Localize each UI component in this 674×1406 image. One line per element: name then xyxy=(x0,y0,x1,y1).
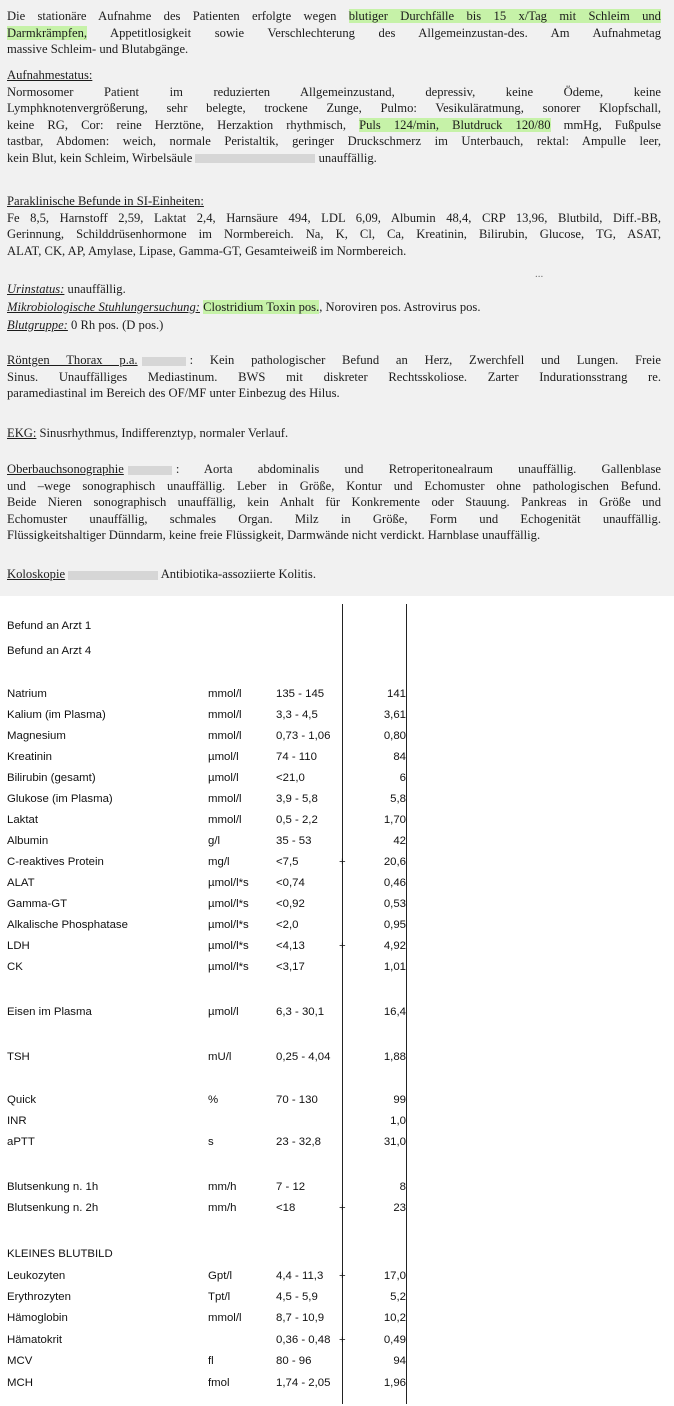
lab-unit: mmol/l xyxy=(208,793,242,805)
text-segment: Flüssigkeitshaltiger Dünndarm, keine freie Flüssigkeit, Darmwände nicht verdickt. Harnblase unauffällig. xyxy=(7,528,541,542)
text-segment: massive Schleim- und Blutabgänge. xyxy=(7,42,189,56)
lab-value: 94 xyxy=(393,1355,406,1367)
lab-unit: µmol/l xyxy=(208,1006,239,1018)
lab-reference: <0,92 xyxy=(276,898,305,910)
lab-reference: 4,4 - 11,3 xyxy=(276,1270,324,1282)
lab-unit: mmol/l xyxy=(208,688,242,700)
sonographie-section xyxy=(7,461,661,544)
lab-value: 0,53 xyxy=(383,898,406,910)
lab-reference: <2,0 xyxy=(276,919,299,931)
lab-name: Natrium xyxy=(7,688,47,700)
lab-reference: 6,3 - 30,1 xyxy=(276,1006,325,1018)
lab-row xyxy=(0,1355,674,1373)
lab-name: KLEINES BLUTBILD xyxy=(7,1248,113,1260)
lab-header-arzt-4: Befund an Arzt 4 xyxy=(7,645,92,657)
lab-row xyxy=(0,1094,674,1112)
lab-reference: 74 - 110 xyxy=(276,751,317,763)
lab-name: Hämatokrit xyxy=(7,1334,63,1346)
lab-reference: <7,5 xyxy=(276,856,299,868)
lab-row xyxy=(0,961,674,979)
lab-name: Alkalische Phosphatase xyxy=(7,919,128,931)
lab-name: Kreatinin xyxy=(7,751,52,763)
lab-reference: 0,73 - 1,06 xyxy=(276,730,331,742)
lab-row xyxy=(0,1051,674,1069)
lab-row xyxy=(0,1248,674,1266)
text-segment: und –wege sonographisch unauffällig. Leber in Größe, Kontur und Echomuster ohne pathologischen Befund. xyxy=(7,478,661,493)
lab-row xyxy=(0,1006,674,1024)
ekg-label: EKG: xyxy=(7,426,37,440)
lab-unit: mmol/l xyxy=(208,730,242,742)
lab-value: 42 xyxy=(393,835,406,847)
lab-row xyxy=(0,1334,674,1352)
lab-row xyxy=(0,814,674,832)
lab-reference: 80 - 96 xyxy=(276,1355,312,1367)
lab-reference: 8,7 - 10,9 xyxy=(276,1312,325,1324)
text-segment: Echomuster unauffällig, schmales Organ. Milz in Größe, Form und Echogenität unauffällig. xyxy=(7,511,661,526)
lab-value: 8 xyxy=(399,1181,406,1193)
lab-flag: + xyxy=(339,1334,346,1346)
lab-row xyxy=(0,730,674,748)
lab-name: Quick xyxy=(7,1094,37,1106)
lab-value: 1,88 xyxy=(383,1051,406,1063)
highlighted-text: Puls 124/min, Blutdruck 120/80 xyxy=(359,117,551,132)
lab-value: 23 xyxy=(393,1202,406,1214)
text-segment: unauffällig. xyxy=(315,150,377,165)
aufnahmestatus-section xyxy=(7,67,661,166)
text-segment: Die stationäre Aufnahme des Patienten erfolgte wegen xyxy=(7,9,349,23)
lab-unit: µmol/l*s xyxy=(208,898,249,910)
lab-unit: fmol xyxy=(208,1377,230,1389)
lab-name: Laktat xyxy=(7,814,39,826)
lab-name: INR xyxy=(7,1115,27,1127)
lab-name: Leukozyten xyxy=(7,1270,66,1282)
lab-row xyxy=(0,856,674,874)
text-line xyxy=(7,461,661,478)
text-segment: paramediastinal im Bereich des OF/MF unter Einbezug des Hilus. xyxy=(7,386,340,400)
lab-row xyxy=(0,1136,674,1154)
text-line xyxy=(7,150,661,167)
lab-reference: <21,0 xyxy=(276,772,305,784)
lab-name: Blutsenkung n. 1h xyxy=(7,1181,99,1193)
admission-paragraph xyxy=(7,8,661,58)
roentgen-label: Röntgen Thorax p.a. xyxy=(7,353,138,367)
lab-name: TSH xyxy=(7,1051,30,1063)
lab-unit: µmol/l*s xyxy=(208,940,249,952)
lab-name: MCV xyxy=(7,1355,33,1367)
lab-value: 99 xyxy=(393,1094,406,1106)
text-line xyxy=(7,226,661,243)
lab-value: 141 xyxy=(386,688,406,700)
lab-unit: Gpt/l xyxy=(208,1270,233,1282)
text-segment: kein Blut, kein Schleim, Wirbelsäule xyxy=(7,150,196,165)
text-segment: Sinus. Unauffälliges Mediastinum. BWS mit diskreter Rechtsskoliose. Zarter Indurationsstrang re. xyxy=(7,369,661,384)
lab-value: 10,2 xyxy=(383,1312,406,1324)
lab-name: Bilirubin (gesamt) xyxy=(7,772,96,784)
text-line xyxy=(7,385,661,402)
lab-value: 1,96 xyxy=(383,1377,406,1389)
lab-unit: mmol/l xyxy=(208,709,242,721)
lab-row xyxy=(0,919,674,937)
lab-reference: <3,17 xyxy=(276,961,305,973)
lab-flag: + xyxy=(339,1202,346,1214)
lab-value: 1,0 xyxy=(390,1115,406,1127)
lab-row xyxy=(0,688,674,706)
text-line xyxy=(7,494,661,511)
lab-value: 0,80 xyxy=(383,730,406,742)
lab-value: 5,8 xyxy=(390,793,406,805)
lab-reference: 3,9 - 5,8 xyxy=(276,793,318,805)
lab-row xyxy=(0,835,674,853)
lab-reference: 0,5 - 2,2 xyxy=(276,814,318,826)
mikrobiologie-value: , Noroviren pos. Astrovirus pos. xyxy=(319,300,481,314)
paraklinik-section xyxy=(7,193,661,259)
lab-unit: µmol/l*s xyxy=(208,919,249,931)
lab-row xyxy=(0,1181,674,1199)
lab-unit: mg/l xyxy=(208,856,230,868)
text-segment: Appetitlosigkeit sowie Verschlechterung des Allgemeinzustan-des. Am Aufnahmetag xyxy=(87,25,661,40)
blutgruppe-label: Blutgruppe: xyxy=(7,318,68,332)
lab-name: Erythrozyten xyxy=(7,1291,71,1303)
redacted-mark xyxy=(68,571,158,580)
lab-name: CK xyxy=(7,961,23,973)
lab-unit: % xyxy=(208,1094,219,1106)
lab-name: Glukose (im Plasma) xyxy=(7,793,113,805)
lab-reference: 23 - 32,8 xyxy=(276,1136,321,1148)
lab-unit: mmol/l xyxy=(208,814,242,826)
lab-value: 3,61 xyxy=(383,709,406,721)
ekg-line xyxy=(7,425,661,442)
text-line xyxy=(7,478,661,495)
lab-row xyxy=(0,940,674,958)
lab-flag: + xyxy=(339,856,346,868)
urinstatus-line xyxy=(7,281,661,298)
mikrobiologie-label: Mikrobiologische Stuhlungersuchung: xyxy=(7,300,200,314)
text-segment: mmHg, Fußpulse xyxy=(550,117,661,132)
text-line xyxy=(7,243,661,260)
lab-unit: fl xyxy=(208,1355,214,1367)
lab-name: ALAT xyxy=(7,877,35,889)
koloskopie-line xyxy=(7,566,661,583)
lab-reference: 7 - 12 xyxy=(276,1181,306,1193)
lab-value: 20,6 xyxy=(383,856,406,868)
lab-reference: 3,3 - 4,5 xyxy=(276,709,318,721)
lab-name: Blutsenkung n. 2h xyxy=(7,1202,99,1214)
lab-reference: <0,74 xyxy=(276,877,305,889)
lab-name: LDH xyxy=(7,940,30,952)
lab-reference: 135 - 145 xyxy=(276,688,325,700)
lab-row xyxy=(0,877,674,895)
text-line xyxy=(7,100,661,117)
redacted-mark xyxy=(195,154,315,163)
aufnahmestatus-heading: Aufnahmestatus: xyxy=(7,68,93,82)
lab-name: Magnesium xyxy=(7,730,66,742)
mikrobiologie-line xyxy=(7,299,661,316)
lab-flag: + xyxy=(339,940,346,952)
blutgruppe-value: 0 Rh pos. (D pos.) xyxy=(67,318,164,332)
text-line xyxy=(7,352,661,369)
lab-name: Albumin xyxy=(7,835,49,847)
lab-reference: 4,5 - 5,9 xyxy=(276,1291,318,1303)
lab-reference: 70 - 130 xyxy=(276,1094,318,1106)
lab-value: 5,2 xyxy=(390,1291,406,1303)
lab-value: 31,0 xyxy=(383,1136,406,1148)
lab-value: 6 xyxy=(399,772,406,784)
lab-name: Gamma-GT xyxy=(7,898,68,910)
urinstatus-label: Urinstatus: xyxy=(7,282,65,296)
lab-name: C-reaktives Protein xyxy=(7,856,104,868)
ekg-value: Sinusrhythmus, Indifferenztyp, normaler Verlauf. xyxy=(36,426,289,440)
text-segment: tastbar, Abdomen: weich, normale Peristaltik, geringer Druckschmerz im Unterbauch, rektal: Ampulle leer, xyxy=(7,134,661,148)
lab-row xyxy=(0,898,674,916)
text-segment: : Aorta abdominalis und Retroperitonealraum unauffällig. Gallenblase xyxy=(175,462,661,476)
roentgen-section xyxy=(7,352,661,402)
text-line xyxy=(7,8,661,25)
lab-row xyxy=(0,1377,674,1395)
lab-unit: mmol/l xyxy=(208,1312,242,1324)
lab-reference: 0,25 - 4,04 xyxy=(276,1051,331,1063)
lab-value: 0,95 xyxy=(383,919,406,931)
redacted-mark xyxy=(142,357,186,366)
lab-row xyxy=(0,793,674,811)
lab-value: 84 xyxy=(393,751,406,763)
scanned-report xyxy=(0,0,674,596)
highlighted-text: Darmkrämpfen, xyxy=(7,25,88,40)
lab-unit: g/l xyxy=(208,835,221,847)
lab-name: Kalium (im Plasma) xyxy=(7,709,106,721)
lab-value: 4,92 xyxy=(383,940,406,952)
text-segment: keine RG, Cor: reine Herztöne, Herzaktion rhythmisch, xyxy=(7,117,360,132)
lab-unit: mU/l xyxy=(208,1051,232,1063)
text-segment: Fe 8,5, Harnstoff 2,59, Laktat 2,4, Harnsäure 494, LDL 6,09, Albumin 48,4, CRP 13,96, Blutbild, Diff.-BB, xyxy=(7,210,661,225)
text-line xyxy=(7,25,661,42)
lab-header-arzt-1: Befund an Arzt 1 xyxy=(7,620,92,632)
koloskopie-value: Antibiotika-assoziierte Kolitis. xyxy=(158,567,316,581)
sonographie-label: Oberbauchsonographie xyxy=(7,462,124,476)
lab-row xyxy=(0,1312,674,1330)
lab-reference: 35 - 53 xyxy=(276,835,312,847)
lab-unit: µmol/l xyxy=(208,772,239,784)
text-segment: Normosomer Patient im reduzierten Allgemeinzustand, depressiv, keine Ödeme, keine xyxy=(7,84,661,99)
lab-unit: Tpt/l xyxy=(208,1291,231,1303)
lab-reference: 0,36 - 0,48 xyxy=(276,1334,331,1346)
lab-name: Hämoglobin xyxy=(7,1312,68,1324)
text-segment: : Kein pathologischer Befund an Herz, Zwerchfell und Lungen. Freie xyxy=(189,353,661,367)
clostridium-highlight: Clostridium Toxin pos. xyxy=(203,300,320,314)
lab-results-sheet xyxy=(0,596,674,1406)
lab-unit: s xyxy=(208,1136,214,1148)
paraklinik-heading: Paraklinische Befunde in SI-Einheiten: xyxy=(7,194,204,208)
lab-reference: <18 xyxy=(276,1202,296,1214)
text-segment: Beide Nieren sonographisch unauffällig, kein Anhalt für Konkremente oder Stauung. Pankreas in Größe und xyxy=(7,495,661,509)
lab-row xyxy=(0,751,674,769)
urinstatus-value: unauffällig. xyxy=(64,282,126,296)
lab-value: 1,01 xyxy=(383,961,406,973)
lab-unit: µmol/l*s xyxy=(208,877,249,889)
lab-value: 17,0 xyxy=(383,1270,406,1282)
koloskopie-label: Koloskopie xyxy=(7,567,66,581)
lab-reference: 1,74 - 2,05 xyxy=(276,1377,331,1389)
lab-row xyxy=(0,1270,674,1288)
highlighted-text: blutiger Durchfälle bis 15 x/Tag mit Schleim und xyxy=(348,9,661,23)
lab-name: Eisen im Plasma xyxy=(7,1006,92,1018)
lab-name: MCH xyxy=(7,1377,33,1389)
lab-unit: mm/h xyxy=(208,1202,237,1214)
text-line xyxy=(7,84,661,101)
lab-value: 16,4 xyxy=(383,1006,406,1018)
text-line xyxy=(7,133,661,150)
lab-row xyxy=(0,1202,674,1220)
lab-unit: mm/h xyxy=(208,1181,237,1193)
text-line xyxy=(7,41,661,58)
lab-unit: µmol/l xyxy=(208,751,239,763)
lab-reference: <4,13 xyxy=(276,940,305,952)
lab-value: 0,46 xyxy=(383,877,406,889)
text-line xyxy=(7,527,661,544)
redacted-mark xyxy=(128,466,172,475)
text-line xyxy=(7,210,661,227)
lab-unit: µmol/l*s xyxy=(208,961,249,973)
lab-row xyxy=(0,1115,674,1133)
lab-row xyxy=(0,1291,674,1309)
lab-row xyxy=(0,772,674,790)
lab-row xyxy=(0,709,674,727)
text-line xyxy=(7,117,661,134)
text-segment: ALAT, CK, AP, Amylase, Lipase, Gamma-GT, Gesamteiweiß im Normbereich. xyxy=(7,243,407,258)
lab-name: aPTT xyxy=(7,1136,35,1148)
text-segment: Lymphknotenvergrößerung, sehr belegte, trockene Zunge, Pulmo: Vesikuläratmung, sonorer Klopfschall, xyxy=(7,101,661,115)
lab-value: 0,49 xyxy=(383,1334,406,1346)
text-line xyxy=(7,369,661,386)
ellipsis-mark: ... xyxy=(535,268,544,280)
blutgruppe-line xyxy=(7,317,661,334)
text-line xyxy=(7,511,661,528)
lab-flag: + xyxy=(339,1270,346,1282)
lab-value: 1,70 xyxy=(383,814,406,826)
text-segment: Gerinnung, Schilddrüsenhormone im Normbereich. Na, K, Cl, Ca, Kreatinin, Bilirubin, Glucose, TG, ASAT, xyxy=(7,227,661,241)
